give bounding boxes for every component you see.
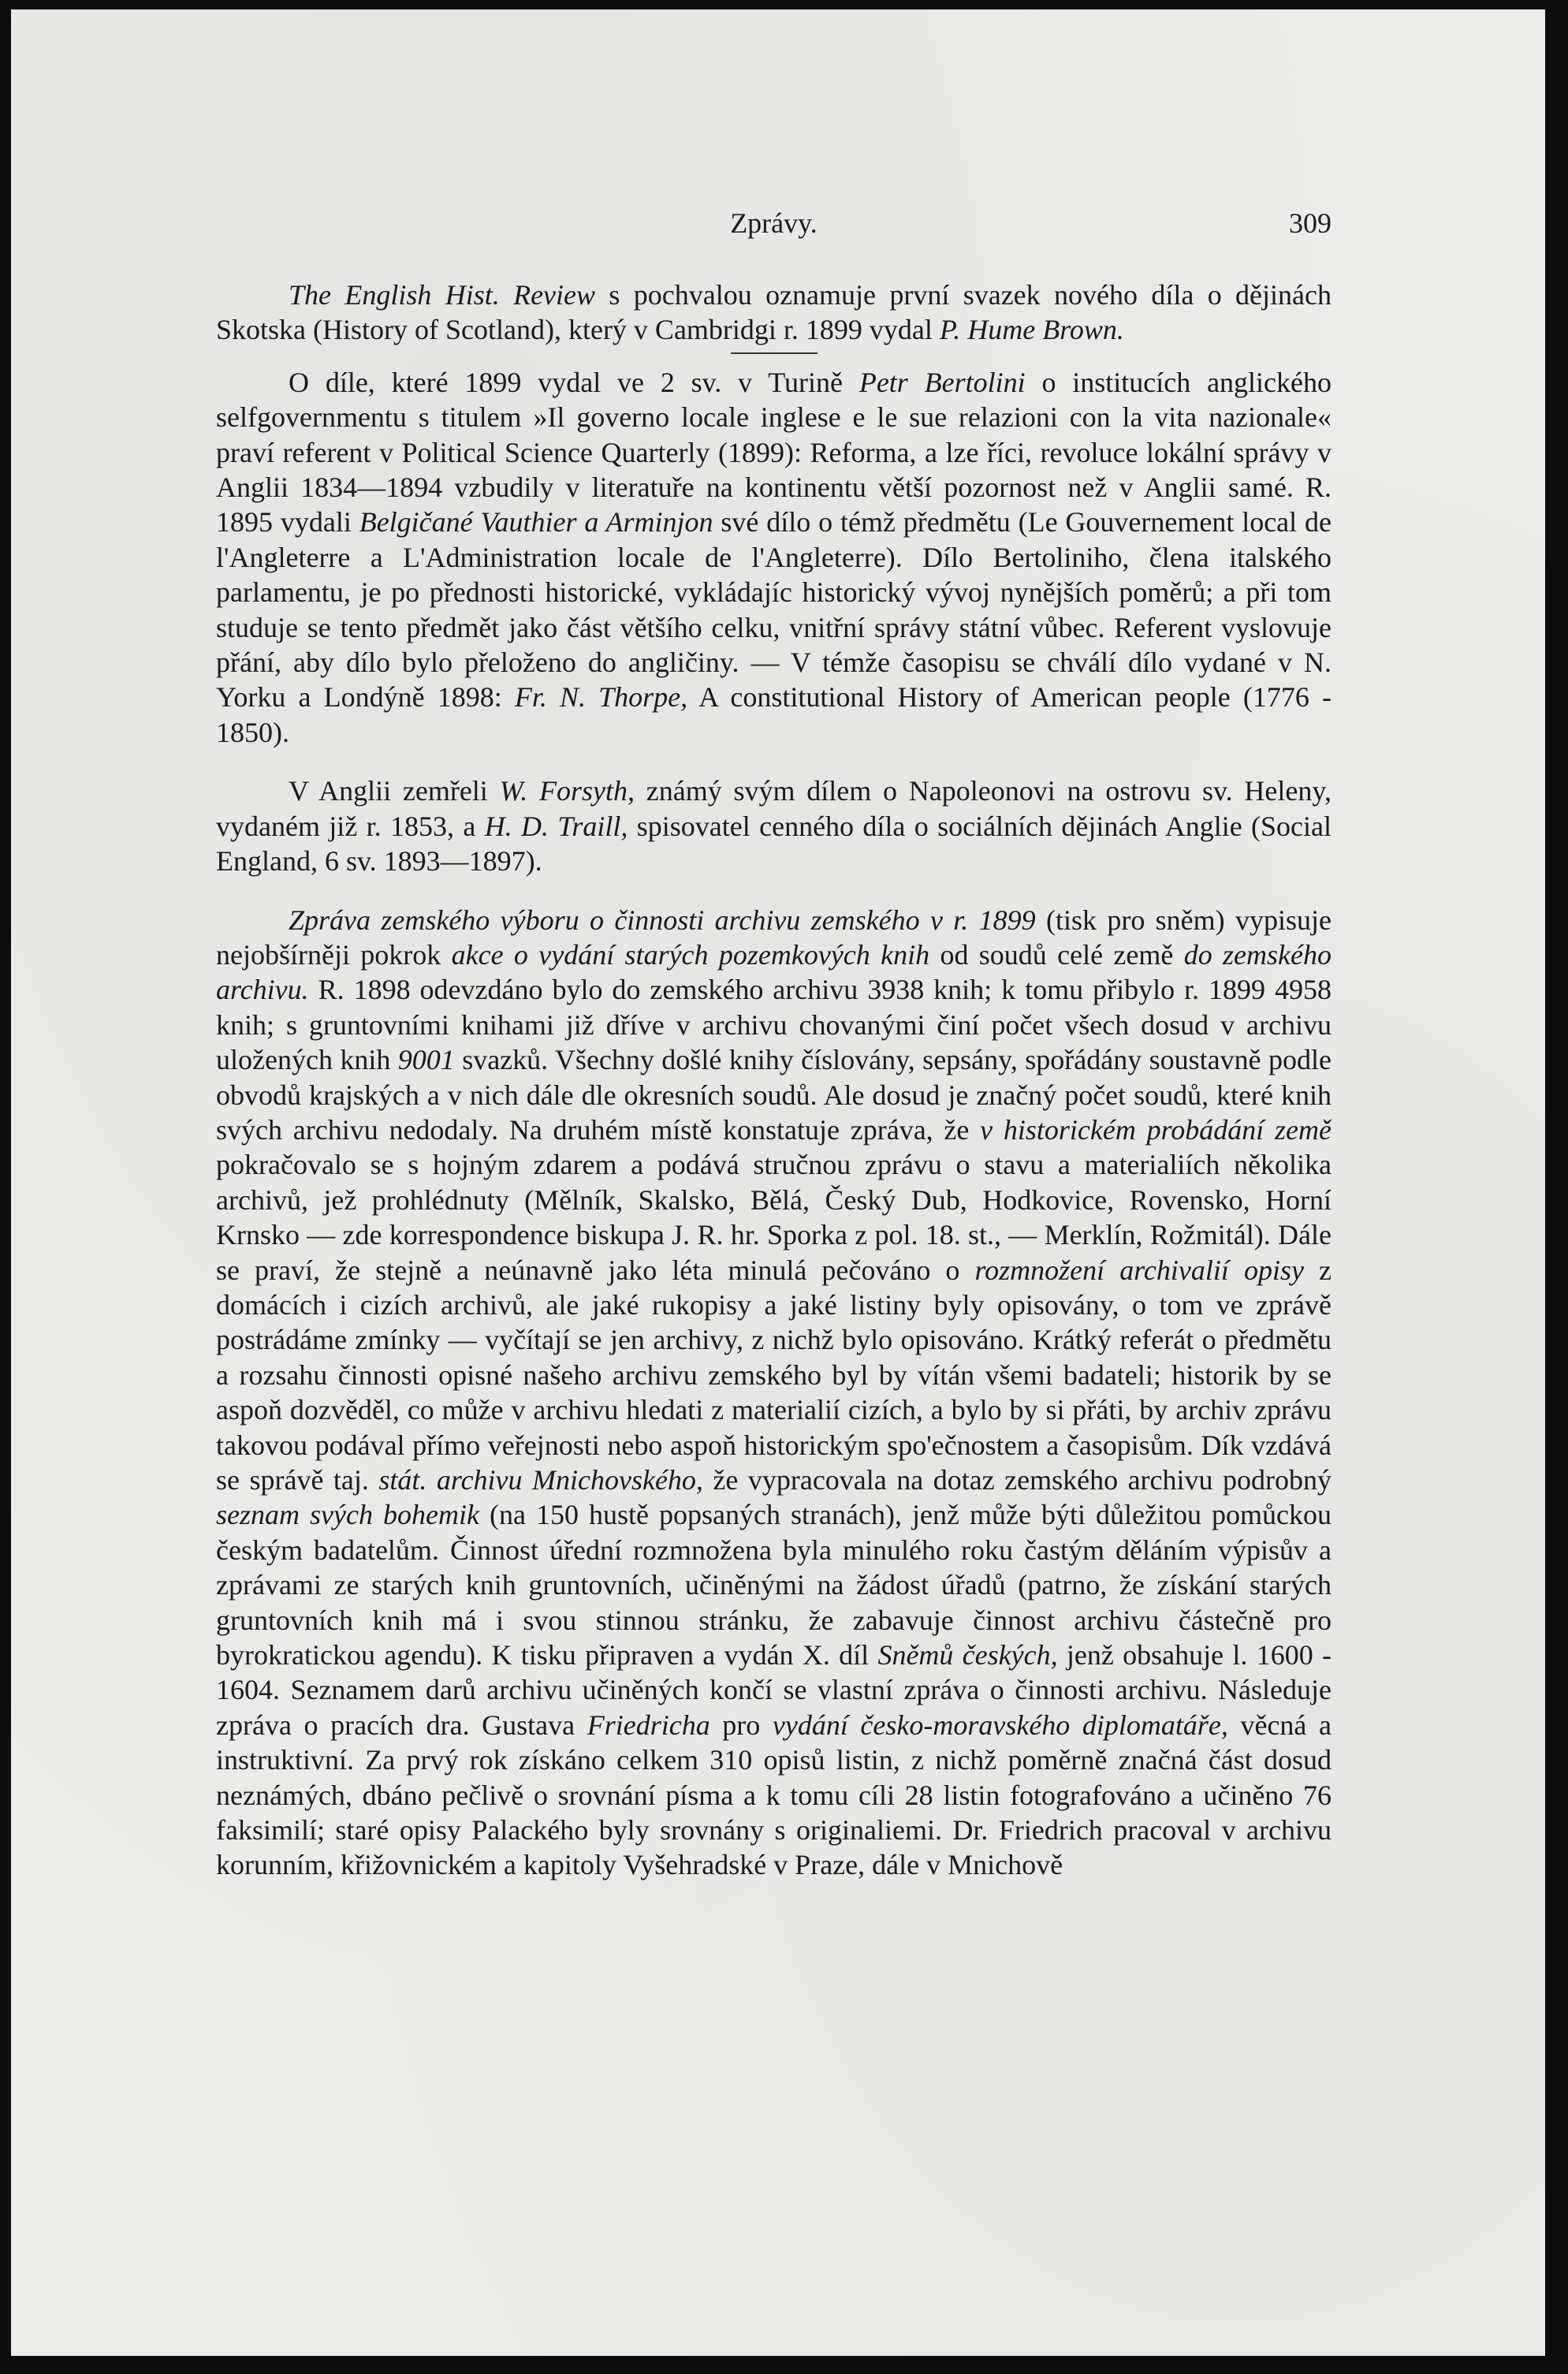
- separator-rule: [731, 352, 818, 354]
- italic-text-run: Sněmů českých,: [877, 1639, 1058, 1671]
- text-run: s pochvalou oznamuje první svazek nového díla o dějinách Skotska (History of Scotland), který v Cambridgi r. 1899 vydal: [216, 279, 1331, 346]
- text-run: (na 150 hustě popsaných stranách), jenž může býti důležitou pomůckou českým badatelům. Činnost úřední rozmnožena byla minulého roku častým děláním výpisův a zprávami ze starých knih gruntovních, učiněnými na žádost úřadů (patrno, že získání starých gruntovních knih má i svou stinnou stránku, že zabavuje činnost archivu částečně pro byrokratickou agendu). K tisku připraven a vydán X. díl: [216, 1499, 1331, 1671]
- italic-text-run: vydání česko-moravského diplomatáře,: [772, 1709, 1228, 1741]
- text-run: své dílo o témž předmětu (Le Gouvernement local de l'Angleterre a L'Administration locale de l'Angleterre). Dílo Bertoliniho, člena italského parlamentu, je po přednosti historické, vykládajíc historický vývoj nynějších poměrů; a při tom studuje se tento předmět jako část většího celku, vnitřní správy státní vůbec. Referent vyslovuje přání, aby dílo bylo přeloženo do angličiny. — V témže časopisu se chválí dílo vydané v N. Yorku a Londýně 1898:: [216, 506, 1332, 714]
- paragraph-archive-report: [216, 903, 1331, 1883]
- italic-text-run: stát. archivu Mnichovského,: [378, 1464, 703, 1496]
- text-run: V Anglii zemřeli: [289, 775, 500, 807]
- text-run: známý svým dílem o Napoleonovi na ostrovu sv. Heleny, vydaném již r. 1853, a: [216, 775, 1332, 842]
- running-head: [216, 207, 1331, 246]
- italic-text-run: Petr Bertolini: [858, 366, 1026, 398]
- paragraph-english-hist-review: [216, 278, 1331, 348]
- text-run: věcná a instruktivní. Za prvý rok získáno celkem 310 opisů listin, z nichž poměrně značná část dosud neznámých, dbáno pečlivě o srovnání písma a k tomu cíli 28 listin fotografováno a učiněno 76 faksimilí; staré opisy Palackého byly srovnány s originaliemi. Dr. Friedrich pracoval v archivu korunním, křižovnickém a kapitoly Vyšehradské v Praze, dále v Mnichově: [216, 1709, 1331, 1881]
- text-run: jenž obsahuje l. 1600 - 1604. Seznamem darů archivu učiněných končí se vlastní zpráva o činnosti archivu. Následuje zpráva o pracích dra. Gustava: [216, 1639, 1331, 1741]
- document-page: [11, 9, 1545, 2356]
- italic-text-run: rozmnožení archivalií opisy: [974, 1254, 1304, 1286]
- text-run: R. 1898 odevzdáno bylo do zemského archivu 3938 knih; k tomu přibylo r. 1899 4958 knih; s gruntovními knihami již dříve v archivu chovanými činí počet všech dosud v archivu uložených knih: [216, 974, 1331, 1076]
- text-run: pokračovalo se s hojným zdarem a podává stručnou zprávu o stavu a materialiích několika archivů, jež prohlédnuty (Mělník, Skalsko, Bělá, Český Dub, Hodkovice, Rovensko, Horní Krnsko — zde korrespondence biskupa J. R. hr. Sporka z pol. 18. st., — Merklín, Rožmitál). Dále se praví, že stejně a neúnavně jako léta minulá pečováno o: [216, 1149, 1331, 1286]
- italic-text-run: v historickém probádání země: [980, 1113, 1332, 1146]
- italic-text-run: P. Hume Brown.: [939, 314, 1124, 346]
- italic-text-run: 9001: [397, 1044, 455, 1076]
- text-run: pro: [710, 1709, 773, 1741]
- italic-text-run: W. Forsyth,: [499, 775, 635, 807]
- text-run: A constitutional History of American people (1776 - 1850).: [216, 681, 1331, 748]
- text-run: (tisk pro sněm) vypisuje nejobšírněji pokrok: [216, 904, 1331, 971]
- text-run: z domácích i cizích archivů, ale jaké rukopisy a jaké listiny byly opisovány, o tom ve zprávě postrádáme zmínky — vyčítají se jen archivy, z nichž bylo opisováno. Krátký referát o předmětu a rozsahu činnosti opisné našeho archivu zemského byl by vítán všemi badateli; historik by se aspoň dozvěděl, co může v archivu hledati z materialií cizích, a bylo by si přáti, by archiv zprávu takovou podával přímo veřejnosti nebo aspoň historickým spo'ečnostem a časopisům. Dík vzdává se správě taj.: [216, 1254, 1331, 1496]
- italic-text-run: seznam svých bohemik: [216, 1499, 479, 1531]
- paragraph-bertolini: [216, 365, 1331, 750]
- text-run: spisovatel cenného díla o sociálních dějinách Anglie (Social England, 6 sv. 1893—1897).: [216, 810, 1332, 878]
- italic-text-run: Belgičané Vauthier a Arminjon: [359, 506, 713, 539]
- italic-text-run: do zemského archivu.: [216, 938, 1331, 1006]
- text-run: že vypracovala na dotaz zemského archivu podrobný: [702, 1464, 1331, 1496]
- italic-text-run: akce o vydání starých pozemkových knih: [451, 938, 930, 971]
- italic-text-run: Fr. N. Thorpe,: [514, 681, 688, 714]
- italic-text-run: Zpráva zemského výboru o činnosti archivu zemského v r. 1899: [289, 904, 1036, 936]
- paragraph-obituaries: [216, 773, 1331, 878]
- italic-text-run: Friedricha: [587, 1709, 710, 1741]
- italic-text-run: The English Hist. Review: [289, 279, 596, 311]
- text-run: o institucích anglického selfgovernmentu s titulem »Il governo locale inglese e le sue relazioni con la vita nazionale« praví referent v Political Science Quarterly (1899): Reforma, a lze říci, revoluce lokální správy v Anglii 1834—1894 vzbudily v literatuře na kontinentu větší pozornost než v Anglii samé. R. 1895 vydali: [216, 366, 1332, 539]
- page-title: Zprávy.: [730, 207, 818, 239]
- italic-text-run: H. D. Traill,: [484, 810, 628, 842]
- article-body: [216, 278, 1331, 1883]
- page-number: 309: [1289, 207, 1331, 239]
- text-run: O díle, které 1899 vydal ve 2 sv. v Turině: [289, 366, 859, 398]
- text-run: svazků. Všechny došlé knihy číslovány, sepsány, spořádány soustavně podle obvodů krajských a v nich dále dle okresních soudů. Ale dosud je značný počet soudů, které knih svých archivu nedodaly. Na druhém místě konstatuje zpráva, že: [216, 1044, 1331, 1146]
- text-run: od soudů celé země: [929, 938, 1184, 971]
